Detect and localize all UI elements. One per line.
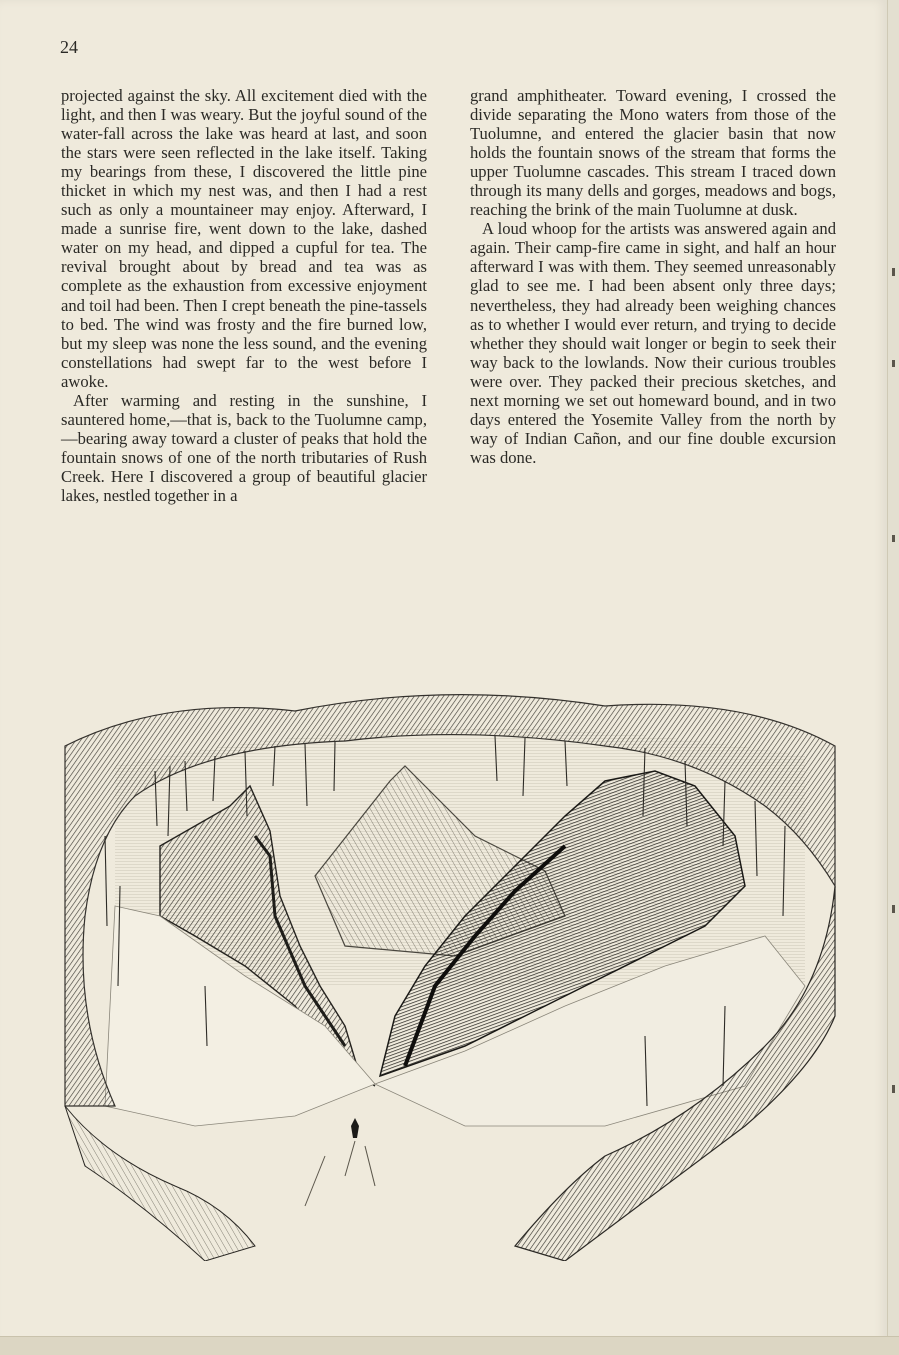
page-edge: [887, 0, 899, 1355]
page-bottom-edge: [0, 1336, 899, 1355]
small-figure: [351, 1118, 359, 1138]
edge-mark: [892, 535, 895, 542]
edge-mark: [892, 1085, 895, 1093]
right-column: [470, 86, 836, 467]
paragraph: projected against the sky. All excitement died with the light, and then I was weary. But the joyful sound of the water-fall across the lake was heard at last, and soon the stars were seen reflected in the lake itself. Taking my bearings from these, I discovered the little pine thicket in which my nest was, and then I had a rest such as only a mountaineer may enjoy. Afterward, I made a sunrise fire, went down to the lake, dashed water on my head, and dipped a cupful for tea. The revival brought about by bread and tea was as complete as the exhaustion from excessive enjoyment and toil had been. Then I crept beneath the pine-tassels to bed. The wind was frosty and the fire burned low, but my sleep was none the less sound, and the evening constellations had swept far to the west before I awoke.: [61, 86, 427, 391]
foliage-left-bottom: [65, 1106, 255, 1261]
page-number: 24: [60, 37, 78, 57]
paragraph: After warming and resting in the sunshine, I sauntered home,—that is, back to the Tuolumne camp,—bearing away toward a cluster of peaks that hold the fountain snows of one of the north tributaries of Rush Creek. Here I discovered a group of beautiful glacier lakes, nestled together in a: [61, 390, 427, 505]
mountain-gorge-engraving: [45, 686, 845, 1261]
edge-mark: [892, 905, 895, 913]
paragraph: grand amphitheater. Toward evening, I crossed the divide separating the Mono waters from those of the Tuolumne, and entered the glacier basin that now holds the fountain snows of the stream that forms the upper Tuolumne cascades. This stream I traced down through its many dells and gorges, meadows and bogs, reaching the brink of the main Tuolumne at dusk.: [470, 86, 836, 220]
paragraph: A loud whoop for the artists was answered again and again. Their camp-fire came in sight, and half an hour afterward I was with them. They seemed unreasonably glad to see me. I had been absent only three days; nevertheless, they had already been weighing chances as to whether I would ever return, and trying to decide whether they should wait longer or begin to seek their way back to the lowlands. Now their curious troubles were over. They packed their precious sketches, and next morning we set out homeward bound, and in two days entered the Yosemite Valley from the north by way of Indian Cañon, and our fine double excursion was done.: [470, 219, 836, 467]
left-column: [61, 86, 427, 505]
edge-mark: [892, 360, 895, 367]
edge-mark: [892, 268, 895, 276]
